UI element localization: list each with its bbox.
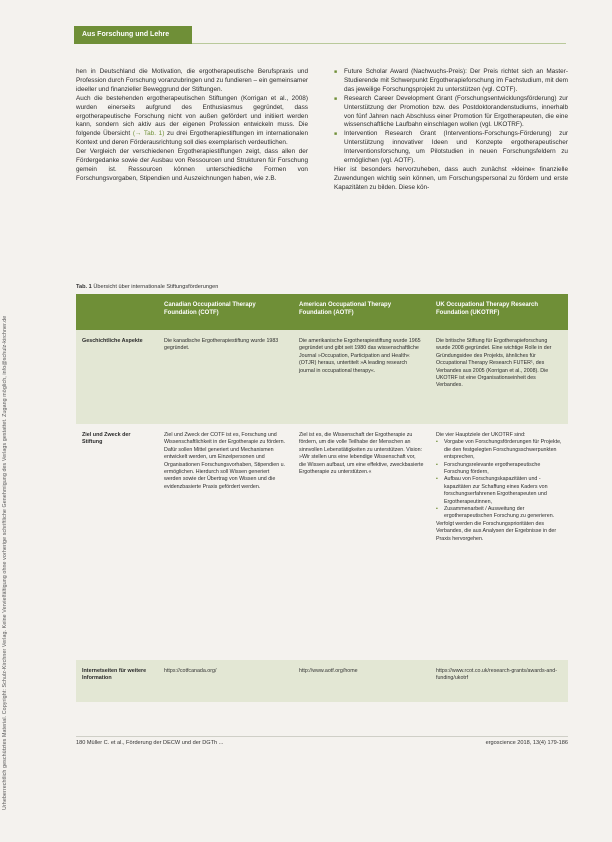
header-ukotrf: UK Occupational Therapy Research Foundation (UKOTRF) — [430, 294, 568, 330]
table-caption-text: Übersicht über internationale Stiftungsförderungen — [93, 284, 219, 290]
cell-aotf-purpose: Ziel ist es, die Wissenschaft der Ergotherapie zu fördern, um die volle Teilhabe der Menschen an sinnvollen Lebenstätigkeiten zu unterstützen. Vision: »Wir stellen uns eine lebendige Wissenschaft vor, die Wissen aufbaut, um eine effektive, zweckbasierte Ergotherapie zu unterstützen.« — [293, 424, 430, 660]
table-caption-label: Tab. 1 — [76, 284, 92, 290]
table-row — [76, 660, 568, 702]
ukotrf-goal-item: ▪ Zusammenarbeit / Ausweitung der ergotherapeutischen Forschung zu generieren. — [436, 506, 562, 521]
left-paragraph-1: hen in Deutschland die Motivation, die ergotherapeutische Berufspraxis und Profession durch Forschung voranzubringen und zu fundieren – ein gemeinsamer ideeller und finanzieller Beweggrund der Stiftungen. — [76, 68, 308, 93]
ukotrf-goal-item: ▪ Aufbau von Forschungskapazitäten und -kapazitäten zur Schaffung eines Kaders von forschungserfahrenen Ergotherapeuten und Ergotherapeutinnen, — [436, 476, 562, 506]
copyright-margin-note: Urheberrechtlich geschütztes Material. Copyright: Schulz-Kirchner Verlag. Keine Vervielfältigung ohne vorherige schriftliche Genehmigung des Verlags gestattet. Zugang möglich, info@schulz-kirchner.de — [2, 315, 8, 810]
table-header-corner — [76, 294, 158, 330]
ukotrf-goals-outro: Verfolgt werden die Forschungsprioritäten des Verbandes, die aus Analysen der Ergebnisse in der Praxis hervorgehen. — [436, 520, 557, 542]
ukotrf-goal-item: ▪ Vorgabe von Forschungsförderungen für Projekte, die den festgelegten Forschungsschwerpunkten entsprechen, — [436, 439, 562, 461]
left-paragraph-2 — [76, 95, 308, 148]
header-aotf: American Occupational Therapy Foundation (AOTF) — [293, 294, 430, 330]
link-aotf-website[interactable]: http://www.aotf.org/home — [293, 660, 430, 702]
ukotrf-goals-list — [436, 439, 562, 520]
left-paragraph-2-text-b: zu drei Ergotherapiestiftungen im internationalen Kontext und deren Förderausrichtung soll dies exemplarisch verdeutlichen. — [76, 130, 309, 147]
cell-aotf-history: Die amerikanische Ergotherapiestiftung wurde 1965 gegründet und gibt seit 1980 das wissenschaftliche Journal »Occupation, Participation and Health« (OTJR) heraus, untertitelt »A leading research journal in occupational therapy«. — [293, 330, 430, 424]
foundations-table — [76, 294, 568, 702]
table-caption — [76, 284, 218, 290]
footer-citation: 180 Müller C. et al., Förderung der DECW und der DGTh ... — [76, 740, 224, 746]
left-column — [76, 68, 308, 184]
section-header-tab — [74, 26, 192, 44]
section-label: Aus Forschung und Lehre — [82, 31, 170, 38]
right-paragraph: Hier ist besonders hervorzuheben, dass auch zunächst »kleine« finanzielle Zuwendungen wichtig sein können, um Forschungspersonal zu fördern und erste Kapazitäten zu bilden. Diese kön- — [334, 165, 568, 191]
funding-bullet-list — [334, 68, 568, 166]
bullet-item: ■ Intervention Research Grant (Interventions-Forschungs-Förderung) zur Unterstützung innovativer Ideen und Konzepte ergotherapeutischer Interventionsforschung, um Pilotstudien in neuen Forschungsfeldern zu ermöglichen (vgl. AOTF). — [334, 130, 568, 166]
row-label-purpose: Ziel und Zweck der Stiftung — [76, 424, 158, 660]
row-label-websites: Internetseiten für weitere Information — [76, 660, 158, 702]
cell-cotf-history: Die kanadische Ergotherapiestiftung wurde 1983 gegründet. — [158, 330, 293, 424]
ukotrf-goal-item: ▪ Forschungsrelevante ergotherapeutische Forschung fördern, — [436, 462, 562, 477]
right-column — [334, 68, 568, 193]
bullet-item: ■ Research Career Development Grant (Forschungsentwicklungsförderung) zur Unterstützung der Promotion bzw. des Postdoktorandenstudiums, innerhalb von fünf Jahren nach Abschluss einer Promotion für Ergotherapeuten, die eine wissenschaftliche Laufbahn einschlagen wollen (vgl. UKOTRF). — [334, 95, 568, 131]
cell-cotf-purpose: Ziel und Zweck der COTF ist es, Forschung und Wissenschaftlichkeit in der Ergotherapie zu fördern. Dafür sollen Mittel generiert und Mechanismen entwickelt werden, um Einzelpersonen und Organisationen Forschungsvorhaben, Stipendien u. ermöglichen. Hierdurch soll Wissen generiert werden sowie der Übertrag von Wissen und die evidenzbasierte Praxis gefördert werden. — [158, 424, 293, 660]
ukotrf-goals-intro: Die vier Hauptziele der UKOTRF sind: — [436, 432, 526, 438]
cell-ukotrf-purpose — [430, 424, 568, 660]
row-label-history: Geschichtliche Aspekte — [76, 330, 158, 424]
left-paragraph-3: Der Vergleich der verschiedenen Ergotherapiestiftungen zeigt, dass allen der Fördergedanke sowie der Ausbau von Ressourcen und Strukturen für Forschung gemein ist. Ressourcen können unterschiedliche Formen von Forschungsvorgaben, Stipendien und Auszeichnungen haben, wie z.B. — [76, 148, 308, 182]
table-row — [76, 424, 568, 660]
left-paragraph-2-text: Auch die bestehenden ergotherapeutischen Stiftungen (Korrigan et al., 2008) wurden einerseits aufgrund des Enthusiasmus gegründet, dass ergotherapeutische Forschung nicht von außen gefördert und initiiert werden kann, sondern sich aktiv aus der eigenen Profession entwickeln muss. Die folgende Übersicht — [76, 94, 308, 138]
footer-journal: ergoscience 2018, 13(4) 179-186 — [485, 740, 568, 746]
table-row — [76, 330, 568, 424]
table-header-row — [76, 294, 568, 330]
link-cotf-website[interactable]: https://cotfcanada.org/ — [158, 660, 293, 702]
footer-rule — [76, 736, 568, 737]
bullet-item: ■ Future Scholar Award (Nachwuchs-Preis): Der Preis richtet sich an Master-Studierende mit Schwerpunkt Ergotherapieforschung im Fachstudium, mit dem das jeweilige Forschungsprojekt zu unterstützen (vgl. COTF). — [334, 68, 568, 95]
link-ukotrf-website[interactable]: https://www.rcot.co.uk/research-grants/awards-and-funding/ukotrf — [430, 660, 568, 702]
header-cotf: Canadian Occupational Therapy Foundation (COTF) — [158, 294, 293, 330]
table-reference-link[interactable]: (→ Tab. 1) — [132, 130, 165, 138]
header-rule — [192, 43, 566, 44]
cell-ukotrf-history: Die britische Stiftung für Ergotherapieforschung wurde 2008 gegründet. Eine wichtige Rolle in der Gründungsidee des Projekts, ähnliches für Occupational Therapy Research FUTER¹, des Verbandes aus 2005 (Korrigan et al., 2008). Die UKOTRF ist eine Organisationseinheit des Verbandes. — [430, 330, 568, 424]
